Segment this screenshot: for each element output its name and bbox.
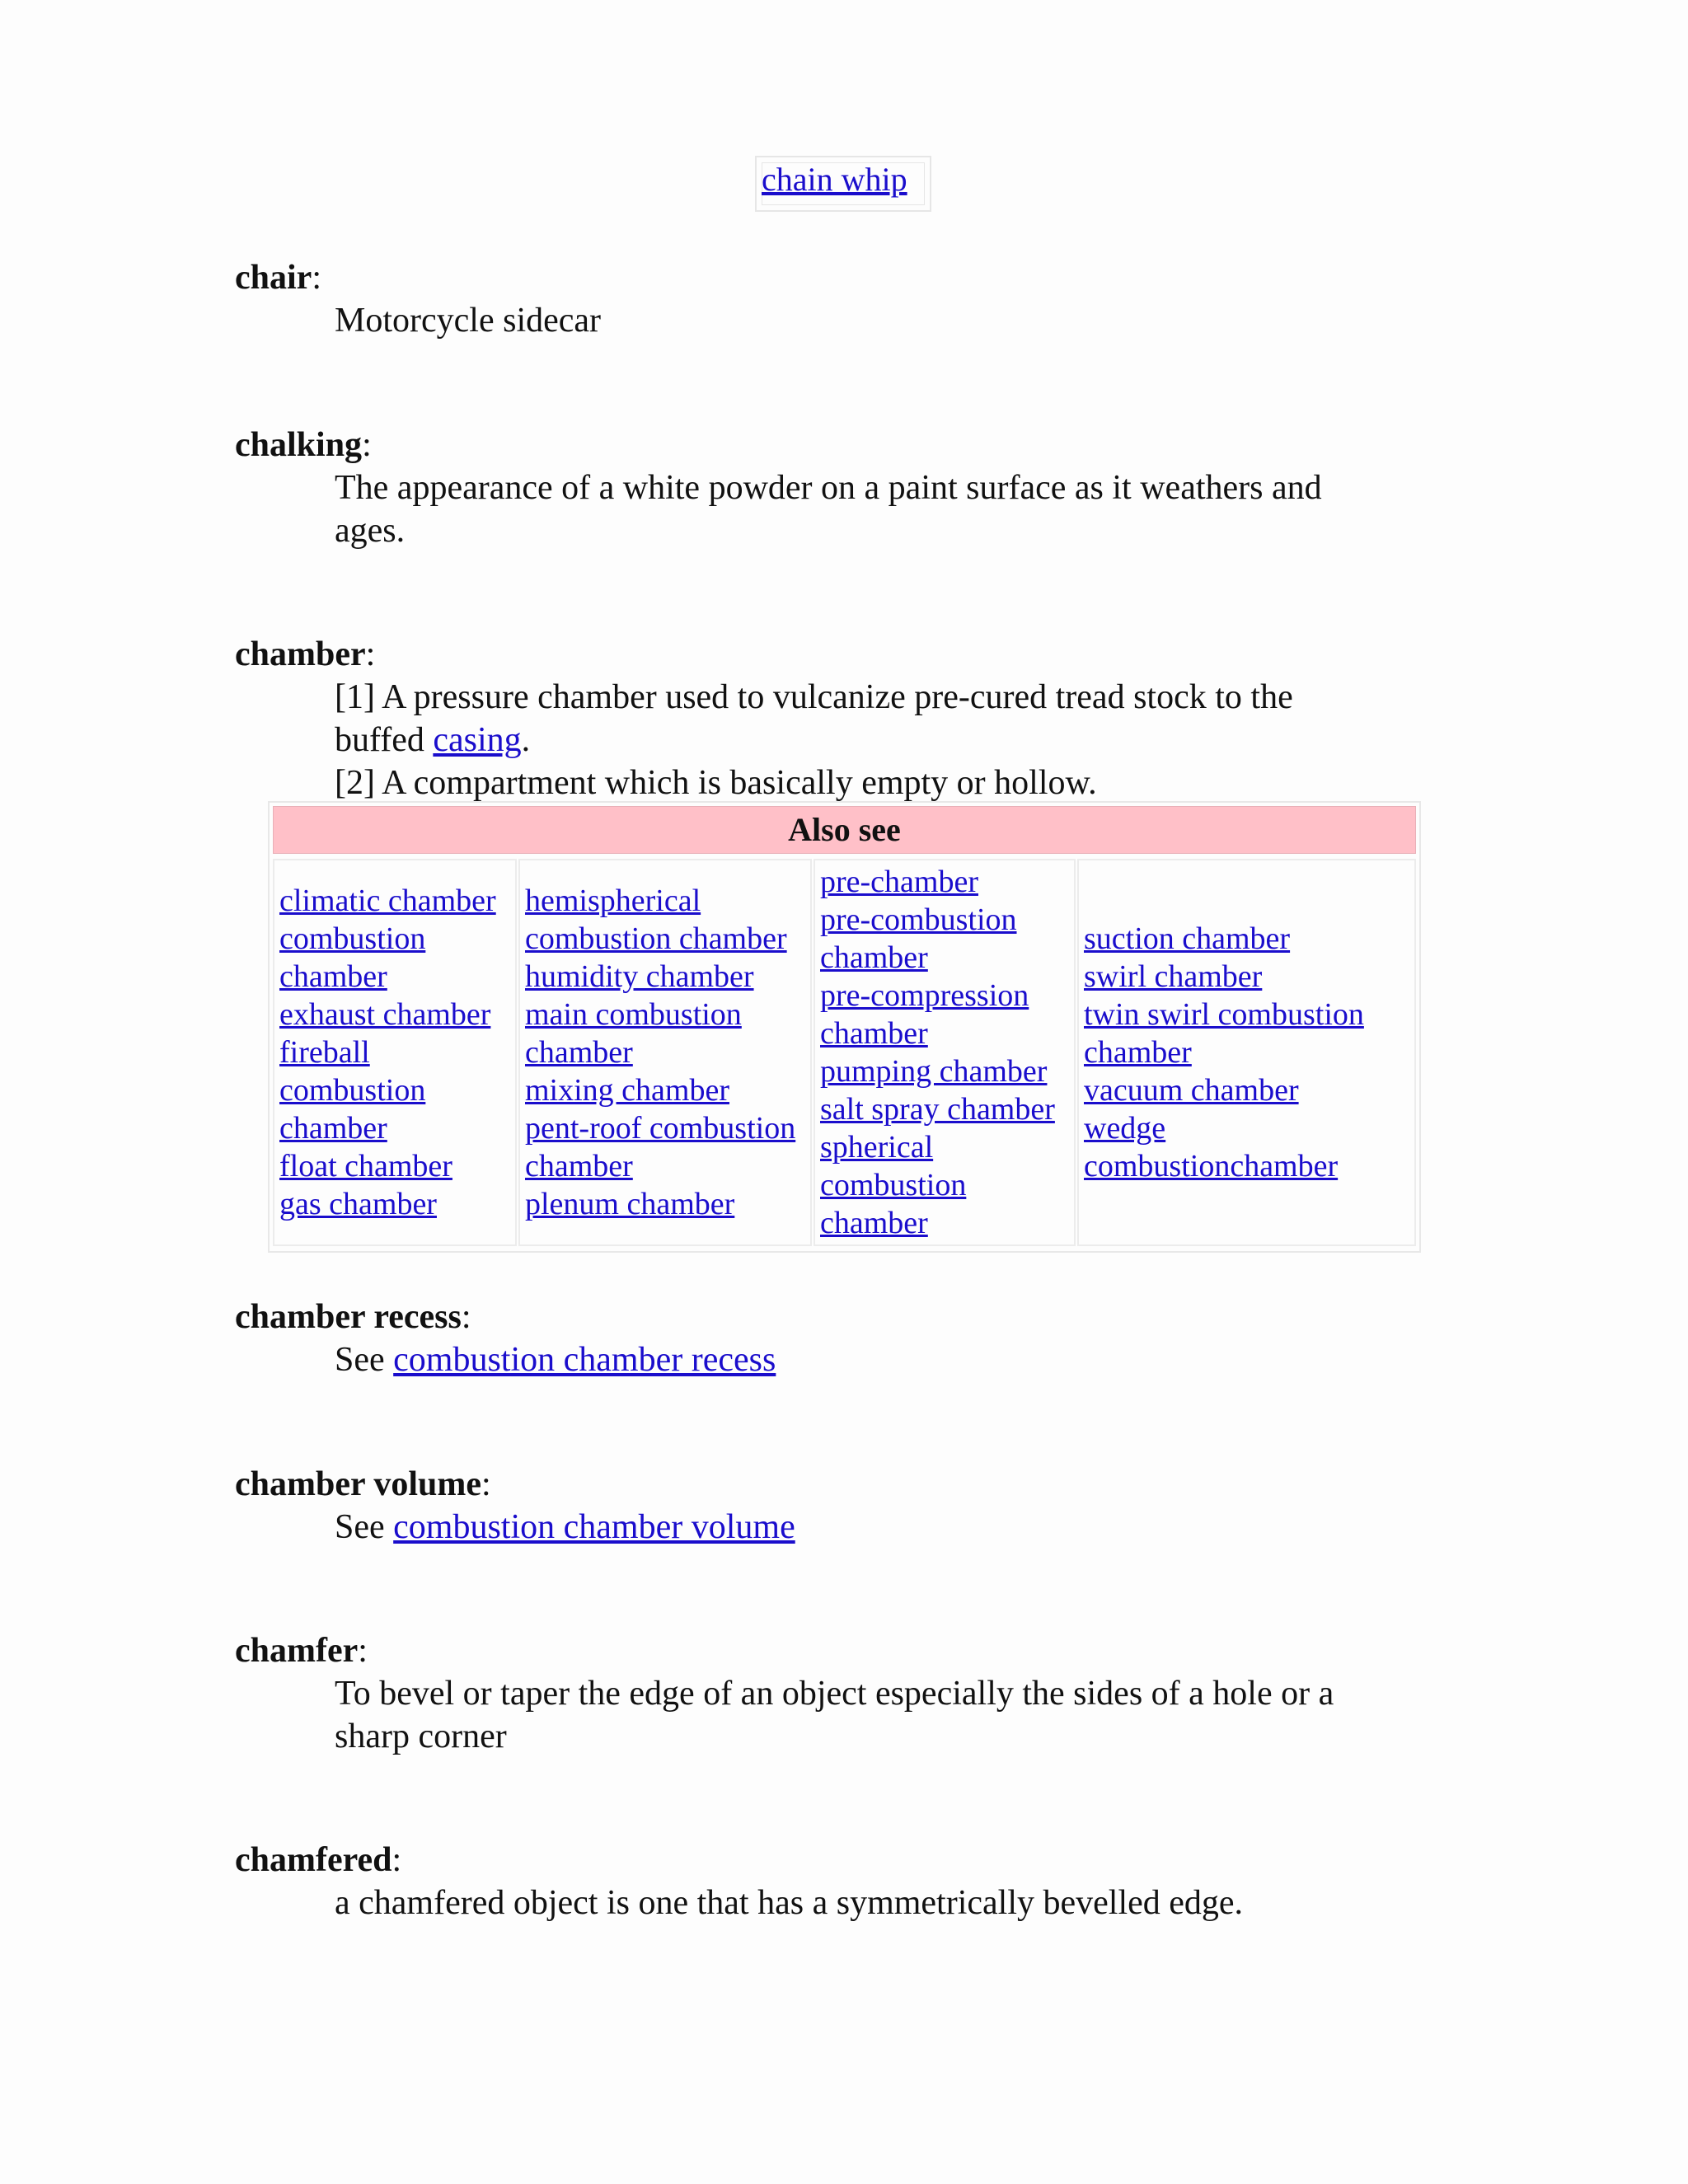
entry-chamber-recess bbox=[235, 1296, 1438, 1381]
combustion-chamber-volume-link[interactable]: combustion chamber volume bbox=[393, 1508, 795, 1546]
entry-term bbox=[235, 256, 1438, 299]
also-see-link[interactable]: humidity chamber bbox=[525, 959, 754, 994]
entry-term bbox=[235, 1296, 1438, 1338]
entry-chamber-volume bbox=[235, 1463, 1438, 1549]
term-colon: : bbox=[365, 635, 376, 673]
also-see-link[interactable]: hemispherical bbox=[525, 883, 701, 918]
also-see-column-2 bbox=[518, 859, 812, 1246]
also-see-link[interactable]: chamber bbox=[279, 959, 387, 994]
also-see-header: Also see bbox=[273, 806, 1416, 854]
entry-term bbox=[235, 1463, 1438, 1506]
also-see-column-3 bbox=[814, 859, 1076, 1246]
also-see-link[interactable]: chamber bbox=[1084, 1035, 1192, 1070]
term-label: chalking bbox=[235, 426, 363, 464]
also-see-link[interactable]: fireball bbox=[279, 1035, 370, 1070]
term-label: chamber bbox=[235, 635, 366, 673]
also-see-link[interactable]: combustionchamber bbox=[1084, 1149, 1339, 1183]
term-colon: : bbox=[362, 426, 372, 464]
entry-term bbox=[235, 1629, 1438, 1672]
also-see-link[interactable]: vacuum chamber bbox=[1084, 1073, 1299, 1108]
also-see-link[interactable]: float chamber bbox=[279, 1149, 452, 1183]
also-see-link[interactable]: spherical bbox=[820, 1130, 934, 1165]
also-see-link[interactable]: combustion bbox=[279, 1073, 426, 1108]
entry-definition-line bbox=[335, 719, 1431, 762]
entry-definition-line: The appearance of a white powder on a paint surface as it weathers and bbox=[335, 469, 1322, 507]
also-see-column-4 bbox=[1077, 859, 1416, 1246]
entry-definition-line: To bevel or taper the edge of an object especially the sides of a hole or a bbox=[335, 1675, 1334, 1713]
entry-definition-line: [2] A compartment which is basically empty or hollow. bbox=[335, 764, 1097, 802]
also-see-link[interactable]: combustion bbox=[279, 921, 426, 956]
entry-term bbox=[235, 1839, 1438, 1882]
term-colon: : bbox=[461, 1298, 471, 1336]
also-see-link[interactable]: mixing chamber bbox=[525, 1073, 729, 1108]
also-see-link[interactable]: main combustion bbox=[525, 997, 742, 1032]
entry-definition: a chamfered object is one that has a symmetrically bevelled edge. bbox=[335, 1884, 1244, 1922]
entry-definition bbox=[335, 1338, 1431, 1381]
also-see-link[interactable]: chamber bbox=[525, 1149, 633, 1183]
term-label: chair bbox=[235, 259, 312, 297]
also-see-link[interactable]: pumping chamber bbox=[820, 1054, 1048, 1089]
also-see-link[interactable]: exhaust chamber bbox=[279, 997, 491, 1032]
entry-definition: Motorcycle sidecar bbox=[335, 302, 602, 340]
also-see-link[interactable]: combustion bbox=[820, 1168, 967, 1202]
also-see-link[interactable]: wedge bbox=[1084, 1111, 1166, 1146]
term-colon: : bbox=[312, 259, 321, 297]
also-see-link[interactable]: salt spray chamber bbox=[820, 1092, 1055, 1127]
also-see-link[interactable]: combustion chamber bbox=[525, 921, 787, 956]
also-see-link[interactable]: pent-roof combustion bbox=[525, 1111, 796, 1146]
also-see-link[interactable]: pre-combustion bbox=[820, 902, 1017, 937]
entry-term bbox=[235, 633, 1438, 676]
entry-chamfered bbox=[235, 1839, 1438, 1924]
chain-whip-link[interactable]: chain whip bbox=[762, 161, 907, 198]
also-see-link[interactable]: twin swirl combustion bbox=[1084, 997, 1364, 1032]
term-label: chamber volume bbox=[235, 1465, 482, 1503]
also-see-link[interactable]: suction chamber bbox=[1084, 921, 1291, 956]
also-see-link[interactable]: pre-compression bbox=[820, 978, 1029, 1013]
casing-link[interactable]: casing bbox=[433, 721, 522, 759]
also-see-table bbox=[268, 801, 1421, 1253]
also-see-column-1 bbox=[273, 859, 517, 1246]
also-see-link[interactable]: chamber bbox=[525, 1035, 633, 1070]
also-see-link[interactable]: chamber bbox=[820, 1016, 928, 1051]
entry-chamfer bbox=[235, 1629, 1438, 1758]
entry-chalking bbox=[235, 424, 1438, 552]
top-nav-box bbox=[755, 156, 931, 212]
also-see-link[interactable]: climatic chamber bbox=[279, 883, 496, 918]
term-label: chamfered bbox=[235, 1841, 392, 1879]
entry-term bbox=[235, 424, 1438, 466]
term-colon: : bbox=[392, 1841, 402, 1879]
entry-definition-line: sharp corner bbox=[335, 1718, 507, 1755]
term-colon: : bbox=[358, 1632, 368, 1670]
def-text: . bbox=[521, 721, 531, 759]
entry-definition-line: ages. bbox=[335, 512, 406, 550]
combustion-chamber-recess-link[interactable]: combustion chamber recess bbox=[393, 1341, 776, 1379]
term-colon: : bbox=[481, 1465, 491, 1503]
entry-chamber bbox=[235, 633, 1438, 804]
also-see-link[interactable]: plenum chamber bbox=[525, 1187, 735, 1221]
entry-chair bbox=[235, 256, 1438, 342]
also-see-link[interactable]: swirl chamber bbox=[1084, 959, 1263, 994]
term-label: chamber recess bbox=[235, 1298, 462, 1336]
def-text: buffed bbox=[335, 721, 434, 759]
see-text: See bbox=[335, 1341, 394, 1379]
also-see-link[interactable]: pre-chamber bbox=[820, 865, 978, 899]
also-see-link[interactable]: gas chamber bbox=[279, 1187, 437, 1221]
entry-definition-line: [1] A pressure chamber used to vulcanize pre-cured tread stock to the bbox=[335, 678, 1293, 716]
also-see-link[interactable]: chamber bbox=[820, 940, 928, 975]
also-see-link[interactable]: chamber bbox=[820, 1206, 928, 1240]
term-label: chamfer bbox=[235, 1632, 359, 1670]
entry-definition bbox=[335, 1506, 1431, 1549]
also-see-link[interactable]: chamber bbox=[279, 1111, 387, 1146]
see-text: See bbox=[335, 1508, 394, 1546]
